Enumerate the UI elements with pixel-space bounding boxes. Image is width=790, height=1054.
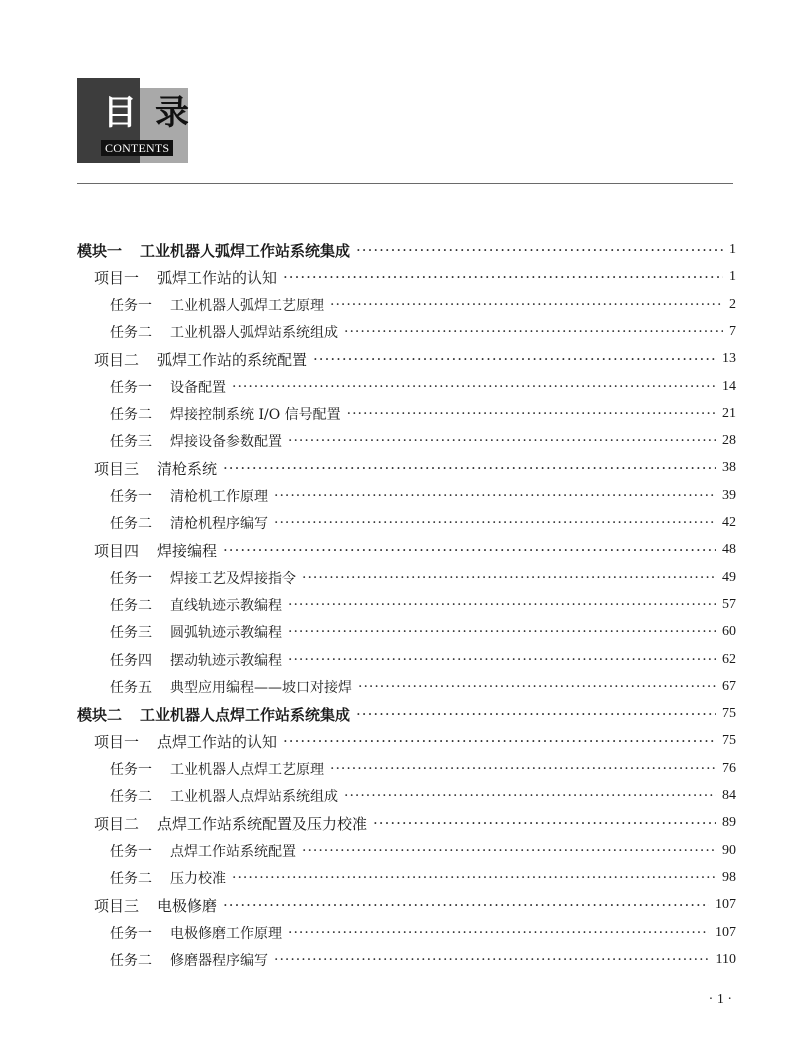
toc-entry-title: 弧焊工作站的认知	[157, 268, 278, 287]
toc-entry-page: 1	[729, 269, 736, 285]
toc-entry-code: 任务二	[110, 516, 152, 532]
toc-entry[interactable]	[0, 238, 736, 262]
toc-entry-label	[110, 622, 282, 642]
toc-entry-label	[110, 841, 296, 861]
toc-dot-leader	[302, 843, 716, 859]
toc-entry-title: 压力校准	[170, 870, 226, 887]
toc-entry-page: 75	[722, 706, 736, 722]
header-divider	[77, 183, 733, 184]
toc-entry-title: 摆动轨迹示教编程	[170, 652, 282, 669]
toc-entry[interactable]	[0, 511, 736, 535]
toc-entry-title: 电极修磨工作原理	[170, 925, 282, 942]
toc-dot-leader	[223, 541, 716, 559]
toc-entry[interactable]	[0, 402, 736, 426]
toc-entry-code: 任务一	[110, 570, 152, 587]
toc-entry-title: 清枪系统	[157, 459, 218, 478]
contents-subtitle: CONTENTS	[101, 140, 173, 156]
toc-entry-page: 14	[722, 378, 736, 394]
toc-entry-label	[94, 458, 217, 479]
toc-entry-title: 焊接设备参数配置	[170, 434, 282, 451]
toc-entry-title: 圆弧轨迹示教编程	[170, 625, 282, 642]
toc-entry-label	[110, 677, 352, 697]
toc-entry-title: 工业机器人弧焊工作站系统集成	[140, 241, 351, 260]
toc-entry-title: 焊接工艺及焊接指令	[170, 570, 296, 587]
toc-entry[interactable]	[0, 675, 736, 699]
toc-entry-title: 点焊工作站的认知	[157, 732, 278, 751]
toc-entry-page: 98	[722, 869, 736, 885]
toc-entry-code: 任务二	[110, 789, 152, 805]
toc-entry-page: 7	[729, 323, 736, 339]
toc-entry-page: 62	[722, 651, 736, 667]
toc-entry-label	[94, 349, 307, 370]
toc-entry-label	[94, 895, 217, 916]
toc-dot-leader	[223, 459, 716, 477]
toc-entry-label	[110, 759, 324, 779]
toc-entry-label	[110, 513, 268, 533]
toc-dot-leader	[288, 624, 716, 640]
toc-entry-label	[110, 650, 282, 670]
toc-entry-label	[110, 295, 324, 315]
toc-entry-code: 项目一	[94, 268, 140, 287]
toc-entry-page: 1	[729, 242, 736, 257]
toc-entry-title: 清枪机工作原理	[170, 488, 268, 505]
toc-entry[interactable]	[0, 702, 736, 726]
toc-entry[interactable]	[0, 429, 736, 453]
toc-entry-code: 项目二	[94, 350, 140, 369]
toc-dot-leader	[344, 324, 723, 340]
toc-entry-title: 点焊工作站系统配置及压力校准	[157, 814, 368, 833]
toc-entry[interactable]	[0, 811, 736, 835]
toc-entry[interactable]	[0, 784, 736, 808]
toc-entry-label	[110, 377, 226, 397]
toc-dot-leader	[288, 925, 709, 941]
toc-dot-leader	[288, 433, 716, 449]
toc-entry-title: 直线轨迹示教编程	[170, 597, 282, 614]
toc-dot-leader	[302, 570, 716, 586]
toc-dot-leader	[356, 241, 723, 259]
toc-entry-page: 49	[722, 569, 736, 585]
toc-entry-title: 设备配置	[170, 379, 226, 396]
toc-entry[interactable]	[0, 538, 736, 562]
toc-entry-title: 修磨器程序编写	[170, 952, 268, 969]
toc-entry-page: 13	[722, 351, 736, 367]
toc-entry-title: 电极修磨	[157, 896, 218, 915]
toc-dot-leader	[223, 896, 709, 914]
toc-dot-leader	[232, 870, 716, 886]
toc-dot-leader	[288, 597, 716, 613]
toc-entry-page: 60	[722, 624, 736, 640]
toc-entry-code: 任务二	[110, 870, 152, 887]
toc-dot-leader	[313, 350, 716, 368]
toc-entry-page: 107	[715, 924, 736, 940]
toc-entry-label	[110, 950, 268, 970]
toc-entry-code: 任务三	[110, 625, 152, 642]
toc-entry-label	[94, 267, 277, 288]
toc-entry-code: 任务二	[110, 324, 152, 341]
toc-entry-page: 107	[715, 897, 736, 913]
toc-entry-page: 76	[722, 760, 736, 776]
toc-entry-page: 39	[722, 487, 736, 503]
toc-entry-code: 任务一	[110, 843, 152, 860]
toc-entry[interactable]	[0, 921, 736, 945]
toc-entry-title: 工业机器人弧焊工艺原理	[170, 297, 324, 314]
toc-entry[interactable]	[0, 839, 736, 863]
toc-entry-code: 任务四	[110, 652, 152, 669]
toc-entry-code: 项目四	[94, 541, 140, 560]
toc-entry-title: 焊接编程	[157, 541, 218, 560]
toc-entry[interactable]	[0, 593, 736, 617]
toc-entry-page: 48	[722, 542, 736, 558]
toc-entry-label	[94, 540, 217, 561]
toc-dot-leader	[274, 952, 710, 968]
contents-header	[77, 78, 197, 173]
toc-entry-code: 任务一	[110, 488, 152, 505]
toc-dot-leader	[358, 679, 716, 695]
toc-entry[interactable]	[0, 620, 736, 644]
toc-entry-code: 任务二	[110, 597, 152, 614]
toc-entry-page: 21	[722, 405, 736, 421]
toc-entry-code: 模块二	[77, 705, 123, 724]
toc-entry-label	[94, 813, 367, 834]
toc-entry[interactable]	[0, 320, 736, 344]
toc-entry-label	[77, 704, 350, 725]
toc-entry[interactable]	[0, 866, 736, 890]
toc-entry-page: 2	[729, 296, 736, 312]
toc-entry-page: 38	[722, 460, 736, 476]
toc-dot-leader	[330, 761, 716, 777]
toc-entry-label	[110, 595, 282, 615]
toc-entry[interactable]	[0, 729, 736, 753]
toc-entry-page: 75	[722, 733, 736, 749]
toc-entry[interactable]	[0, 265, 736, 289]
toc-entry-title: 焊接控制系统 I/O 信号配置	[170, 406, 341, 423]
toc-entry-label	[77, 240, 350, 261]
toc-entry-label	[110, 923, 282, 943]
toc-entry-label	[110, 431, 282, 451]
toc-entry[interactable]	[0, 484, 736, 508]
toc-entry-code: 项目三	[94, 896, 140, 915]
toc-entry[interactable]	[0, 375, 736, 399]
title-char-2: 录	[155, 93, 189, 133]
toc-dot-leader	[288, 652, 716, 668]
toc-entry-code: 项目一	[94, 732, 140, 751]
title-char-1: 目	[103, 93, 137, 133]
toc-entry-label	[110, 486, 268, 506]
toc-entry-page: 90	[722, 842, 736, 858]
toc-entry[interactable]	[0, 648, 736, 672]
toc-entry-page: 57	[722, 596, 736, 612]
toc-entry-label	[110, 868, 226, 888]
toc-entry-title: 工业机器人点焊站系统组成	[170, 789, 338, 805]
toc-dot-leader	[356, 705, 716, 723]
toc-dot-leader	[283, 268, 723, 286]
toc-dot-leader	[344, 788, 716, 804]
toc-entry[interactable]	[0, 893, 736, 917]
toc-dot-leader	[283, 732, 716, 750]
toc-entry-label	[110, 568, 296, 588]
toc-entry-page: 89	[722, 815, 736, 831]
toc-entry-title: 工业机器人弧焊站系统组成	[170, 324, 338, 341]
toc-entry-code: 任务一	[110, 761, 152, 778]
toc-dot-leader	[373, 814, 716, 832]
toc-entry[interactable]	[0, 566, 736, 590]
toc-entry[interactable]	[0, 293, 736, 317]
toc-entry-label	[110, 322, 338, 342]
toc-entry-code: 任务二	[110, 952, 152, 969]
toc-entry[interactable]	[0, 347, 736, 371]
toc-entry-code: 任务一	[110, 297, 152, 314]
toc-dot-leader	[330, 297, 723, 313]
toc-dot-leader	[232, 379, 716, 395]
toc-entry-label	[110, 786, 338, 806]
toc-entry-title: 工业机器人点焊工艺原理	[170, 761, 324, 778]
toc-entry[interactable]	[0, 456, 736, 480]
toc-entry-title: 点焊工作站系统配置	[170, 843, 296, 860]
toc-entry-code: 项目二	[94, 814, 140, 833]
page-number: · 1 ·	[708, 992, 732, 1007]
toc-entry-page: 28	[722, 433, 736, 449]
toc-entry-page: 42	[722, 515, 736, 530]
toc-entry-page: 110	[715, 951, 736, 967]
toc-entry-code: 任务一	[110, 925, 152, 942]
toc-entry[interactable]	[0, 948, 736, 972]
toc-entry-title: 工业机器人点焊工作站系统集成	[140, 705, 351, 724]
toc-entry-title: 典型应用编程——坡口对接焊	[170, 679, 352, 696]
toc-entry-code: 任务五	[110, 679, 152, 696]
toc-entry-code: 模块一	[77, 241, 123, 260]
toc-entry-label	[94, 731, 277, 752]
toc-entry-code: 任务一	[110, 379, 152, 396]
toc-entry-title: 清枪机程序编写	[170, 516, 268, 532]
toc-entry-code: 项目三	[94, 459, 140, 478]
toc-entry-title: 弧焊工作站的系统配置	[157, 350, 308, 369]
toc-dot-leader	[274, 515, 716, 531]
toc-entry-page: 67	[722, 678, 736, 694]
toc-entry-code: 任务二	[110, 406, 152, 423]
toc-entry-label	[110, 404, 341, 424]
toc-entry[interactable]	[0, 757, 736, 781]
toc-dot-leader	[274, 488, 716, 504]
toc-dot-leader	[347, 406, 716, 422]
toc-entry-page: 84	[722, 788, 736, 803]
toc-entry-code: 任务三	[110, 434, 152, 451]
